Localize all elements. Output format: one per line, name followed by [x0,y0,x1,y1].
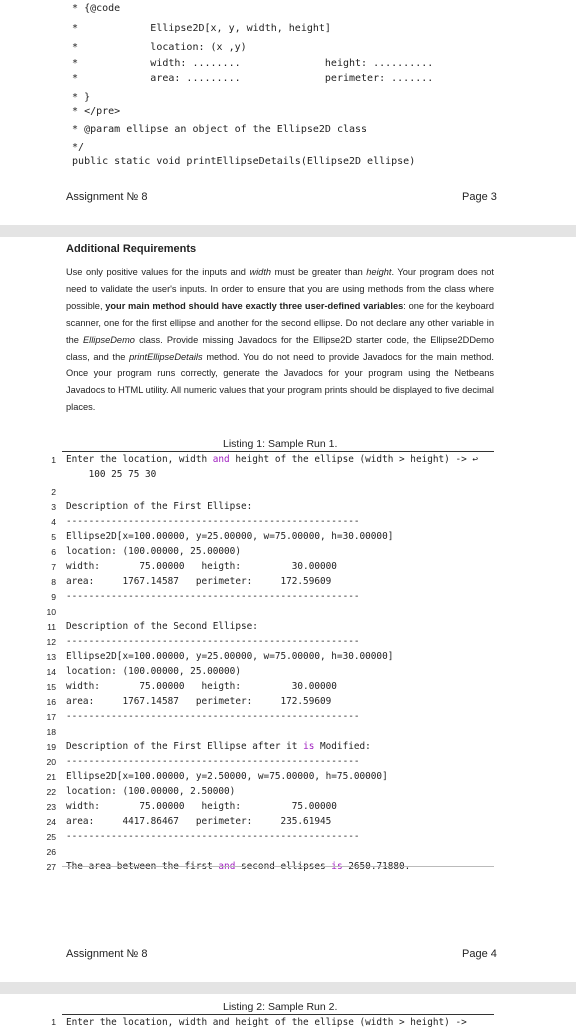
page-separator-2 [0,982,576,994]
listing1-line: width: 75.00000 heigth: 30.00000 [66,561,337,572]
listing1-line: Ellipse2D[x=100.00000, y=2.50000, w=75.00000, h=75.00000] [66,771,388,782]
listing1-line-number: 3 [51,502,56,512]
footer-left-page3: Assignment № 8 [66,191,148,203]
listing1-title: Listing 1: Sample Run 1. [223,438,338,450]
listing1-line: ---------------------------------------------------- [66,591,360,602]
listing1-line-number: 4 [51,517,56,527]
listing1-line: ---------------------------------------------------- [66,636,360,647]
listing1-line: Description of the First Ellipse after it is Modified: [66,741,371,752]
listing1-line-number: 19 [46,742,56,752]
footer-left-page4: Assignment № 8 [66,948,148,960]
javadoc-line: * Ellipse2D[x, y, width, height] [60,23,331,34]
listing1-line-number: 25 [46,832,56,842]
listing1-line-number: 10 [46,607,56,617]
listing1-line: area: 1767.14587 perimeter: 172.59609 [66,696,332,707]
footer-right-page4: Page 4 [462,948,497,960]
listing1-line: Description of the Second Ellipse: [66,621,258,632]
listing1-line-number: 20 [46,757,56,767]
listing1-line: ---------------------------------------------------- [66,516,360,527]
listing1-line-number: 2 [51,487,56,497]
listing1-line: width: 75.00000 heigth: 75.00000 [66,801,337,812]
listing1-line-number: 21 [46,772,56,782]
listing1-line-number: 23 [46,802,56,812]
listing1-line-number: 5 [51,532,56,542]
section-heading: Additional Requirements [66,243,197,255]
listing1-line: ---------------------------------------------------- [66,756,360,767]
listing1-line-number: 11 [47,622,56,632]
listing2-line-number: 1 [51,1017,56,1027]
javadoc-line: */ [60,142,85,153]
javadoc-line: * {@code [60,3,121,14]
listing1-line: location: (100.00000, 25.00000) [66,546,241,557]
listing1-line-number: 17 [46,712,56,722]
listing1-line-number: 7 [51,562,56,572]
listing2-title: Listing 2: Sample Run 2. [223,1001,338,1013]
listing1-line: area: 1767.14587 perimeter: 172.59609 [66,576,332,587]
listing1-line: Ellipse2D[x=100.00000, y=25.00000, w=75.00000, h=30.00000] [66,651,394,662]
listing1-line-number: 14 [46,667,56,677]
javadoc-line: * @param ellipse an object of the Ellipse2D class [60,124,368,135]
listing1-line-number: 13 [46,652,56,662]
footer-right-page3: Page 3 [462,191,497,203]
listing1-line-number: 16 [46,697,56,707]
javadoc-line: public static void printEllipseDetails(Ellipse2D ellipse) [60,156,416,167]
listing1-line: Ellipse2D[x=100.00000, y=25.00000, w=75.00000, h=30.00000] [66,531,394,542]
listing1-line: 100 25 75 30 [66,469,157,480]
listing1-line: Description of the First Ellipse: [66,501,253,512]
listing1-line: area: 4417.86467 perimeter: 235.61945 [66,816,332,827]
listing1-line-number: 18 [46,727,56,737]
listing1-line: Enter the location, width and height of the ellipse (width > height) -> ↩ [66,454,479,465]
listing1-line-number: 15 [46,682,56,692]
listing1-line-number: 24 [46,817,56,827]
javadoc-line: * width: ........ height: .......... [60,58,434,69]
requirements-paragraph: Use only positive values for the inputs and width must be greater than height. Your program does not need to validate the user's inputs. In order to ensure that you are using methods from the class where possible, your main method should have exactly three user-defined variables: one for the keyboard scanner, one for the first ellipse and another for the second ellipse. Do not declare any other variable in the EllipseDemo class. Provide missing Javadocs for the Ellipse2D starter code, the Ellipse2DDemo class, and the printEllipseDetails method. You do not need to provide Javadocs for the main method. Once your program runs correctly, generate the Javadocs for your program using the Netbeans Javadocs to HTML utility. All numeric values that your program prints should be displayed to five decimal places. [66,267,495,413]
listing1-line-number: 9 [51,592,56,602]
page-separator [0,225,576,237]
listing1-line: location: (100.00000, 2.50000) [66,786,236,797]
javadoc-line: * } [60,92,91,103]
javadoc-line: * </pre> [60,106,121,117]
listing1-line-number: 27 [46,862,56,872]
listing1-line-number: 22 [46,787,56,797]
listing1-line: ---------------------------------------------------- [66,711,360,722]
javadoc-line: * area: ......... perimeter: ....... [60,73,434,84]
listing1-bottom-rule [62,866,494,867]
listing1-line-number: 6 [51,547,56,557]
listing2-top-rule [62,1014,494,1015]
listing1-line-number: 8 [51,577,56,587]
listing2-first-line: Enter the location, width and height of the ellipse (width > height) -> [66,1017,467,1028]
listing1-line-number: 26 [46,847,56,857]
listing1-line-number: 1 [51,455,56,465]
javadoc-line: * location: (x ,y) [60,42,247,53]
listing1-line: ---------------------------------------------------- [66,831,360,842]
listing1-top-rule [62,451,494,452]
listing1-line: width: 75.00000 heigth: 30.00000 [66,681,337,692]
listing1-line-number: 12 [46,637,56,647]
listing1-line: location: (100.00000, 25.00000) [66,666,241,677]
